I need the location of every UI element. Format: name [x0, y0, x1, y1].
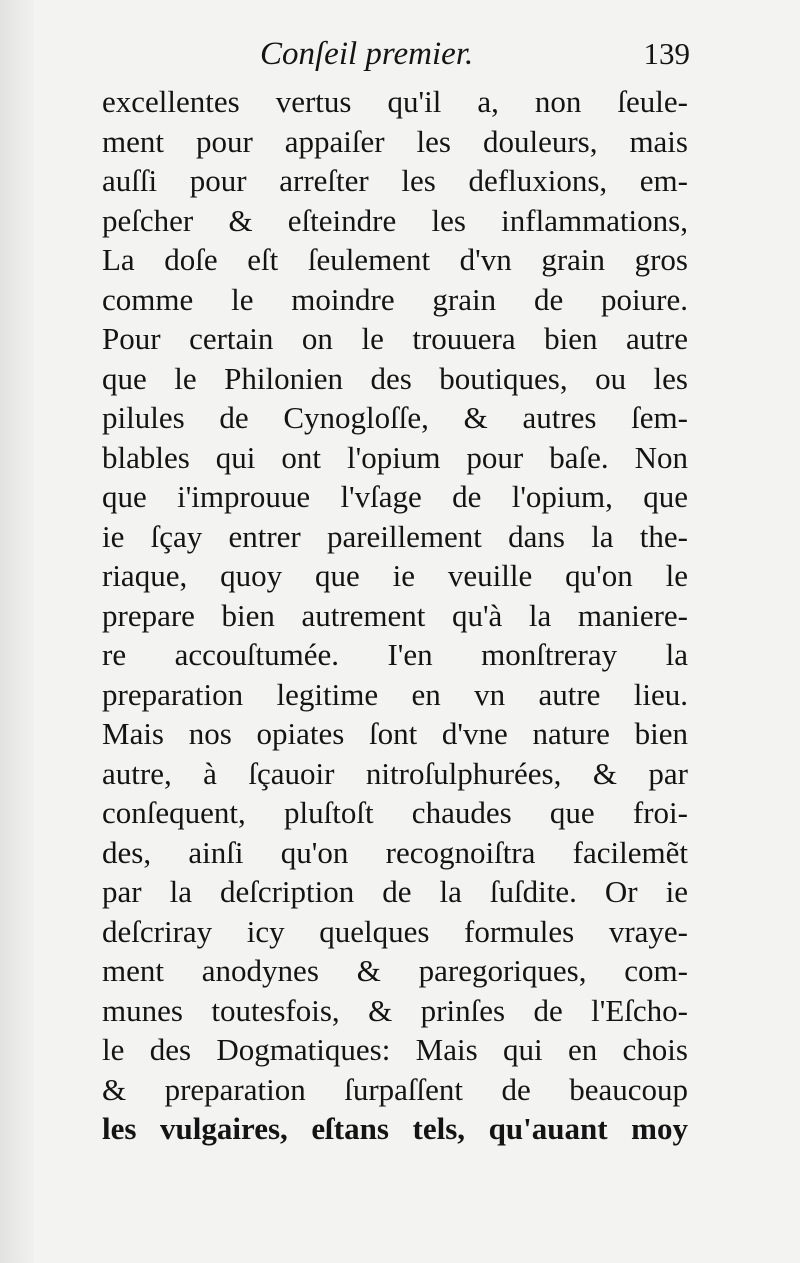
text-line: conſequent, pluſtoſt chaudes que froi-: [102, 795, 688, 830]
text-line: & preparation ſurpaſſent de beaucoup: [102, 1071, 688, 1107]
text-line: La doſe eſt ſeulement d'vn grain gros: [102, 242, 688, 277]
text-line: par la deſcription de la ſuſdite. Or ie: [102, 874, 688, 909]
text-line: munes toutesfois, & prinſes de l'Eſcho-: [102, 992, 688, 1028]
text-line: ment anodynes & paregoriques, com-: [102, 953, 688, 988]
text-line: re accouſtumée. I'en monſtreray la: [102, 637, 688, 672]
text-line: pilules de Cynogloſſe, & autres ſem-: [102, 400, 688, 435]
text-line: des, ainſi qu'on recognoiſtra facilemẽt: [102, 834, 688, 870]
text-line: ment pour appaiſer les douleurs, mais: [102, 123, 688, 159]
text-line: que i'improuue l'vſage de l'opium, que: [102, 479, 688, 514]
text-line: peſcher & eſteindre les inflammations,: [102, 202, 688, 238]
text-line: Mais nos opiates ſont d'vne nature bien: [102, 716, 688, 751]
text-line: riaque, quoy que ie veuille qu'on le: [102, 558, 688, 593]
text-line: auſſi pour arreſter les defluxions, em-: [102, 163, 688, 198]
text-line: excellentes vertus qu'il a, non ſeule-: [102, 84, 688, 119]
text-line: preparation legitime en vn autre lieu.: [102, 676, 688, 712]
body-text: [102, 82, 688, 1149]
text-line: prepare bien autrement qu'à la maniere-: [102, 597, 688, 633]
text-line: blables qui ont l'opium pour baſe. Non: [102, 439, 688, 475]
text-line: ie ſçay entrer pareillement dans la the-: [102, 518, 688, 554]
page-number: 139: [643, 36, 690, 71]
text-line: comme le moindre grain de poiure.: [102, 281, 688, 317]
text-line: deſcriray icy quelques formules vraye-: [102, 913, 688, 949]
page-gutter-shadow: [0, 0, 34, 1263]
page-header: [100, 30, 690, 78]
text-line: les vulgaires, eſtans tels, qu'auant moy: [102, 1111, 688, 1146]
text-line: le des Dogmatiques: Mais qui en chois: [102, 1032, 688, 1067]
text-line: que le Philonien des boutiques, ou les: [102, 360, 688, 396]
text-line: autre, à ſçauoir nitroſulphurées, & par: [102, 755, 688, 791]
running-title: Conſeil premier.: [260, 36, 474, 72]
text-line: Pour certain on le trouuera bien autre: [102, 321, 688, 356]
